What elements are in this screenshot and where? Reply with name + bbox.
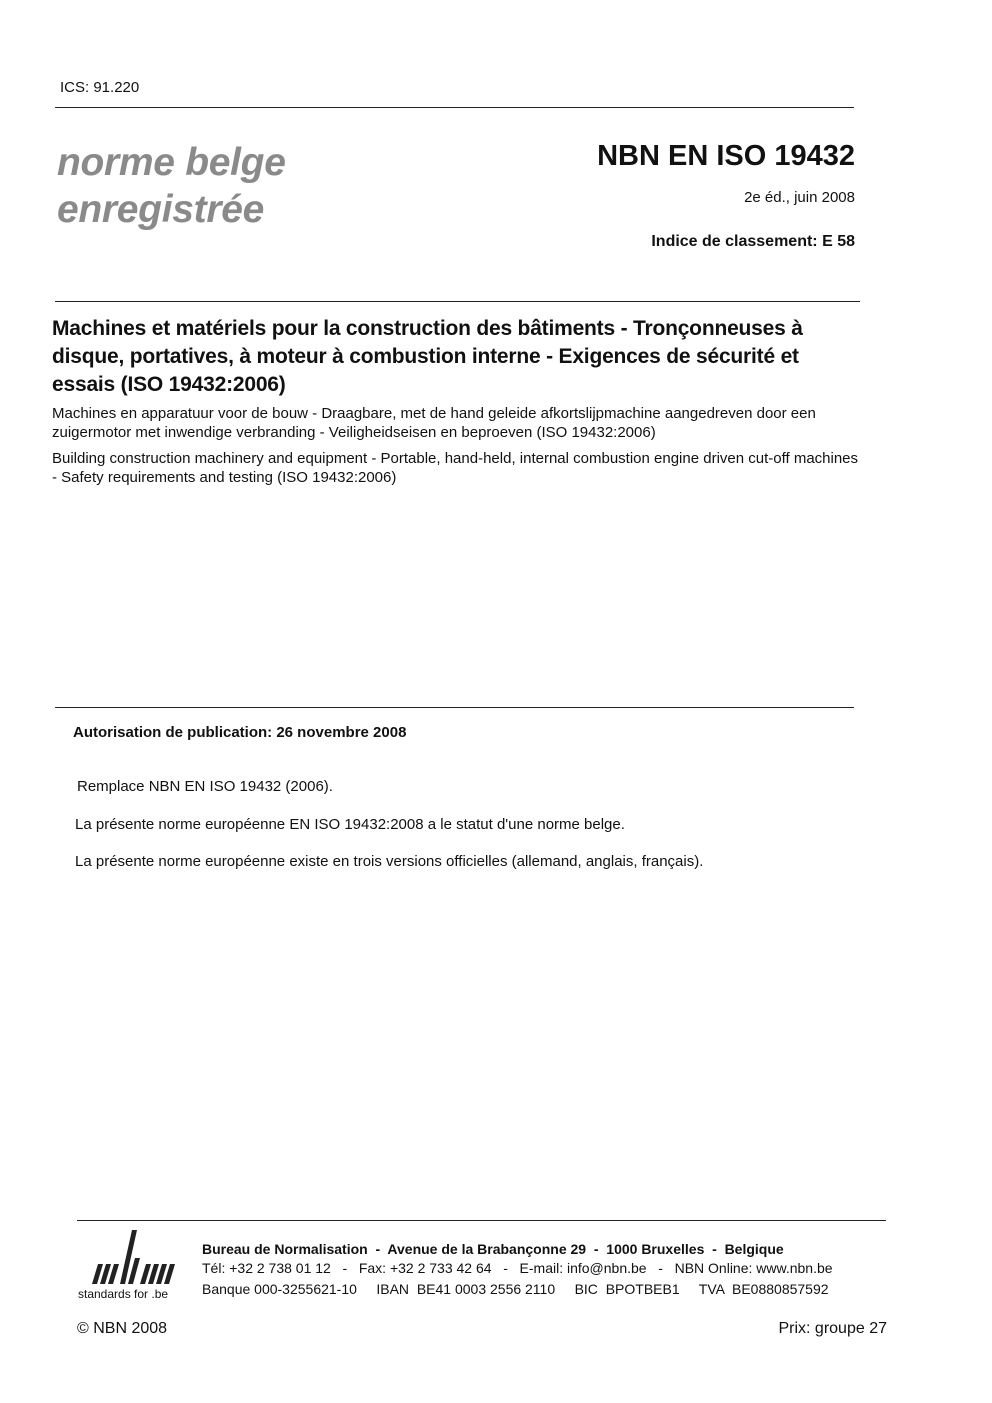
norm-label-line2: enregistrée — [57, 188, 264, 231]
title-dutch: Machines en apparatuur voor de bouw - Draagbare, met de hand geleide afkortslijpmachine aangedreven door een zuigermotor met inwendige verbranding - Veiligheidseisen en beproeven (ISO 19432:2006) — [52, 405, 816, 441]
classification-index: Indice de classement: E 58 — [651, 233, 855, 250]
publication-divider — [55, 707, 854, 708]
title-divider — [55, 301, 860, 302]
norm-label-line1: norme belge — [57, 141, 286, 184]
publication-authorisation: Autorisation de publication: 26 novembre 2008 — [73, 724, 407, 741]
top-divider — [55, 107, 854, 108]
bank-line: Banque 000-3255621-10 IBAN BE41 0003 2556 2110 BIC BPOTBEB1 TVA BE0880857592 — [202, 1281, 829, 1297]
copyright: © NBN 2008 — [77, 1320, 168, 1337]
contact-line: Tél: +32 2 738 01 12 - Fax: +32 2 733 42 64 - E-mail: info@nbn.be - NBN Online: www.nbn.be — [202, 1260, 833, 1276]
replaces-note: Remplace NBN EN ISO 19432 (2006). — [77, 778, 333, 795]
edition-date: 2e éd., juin 2008 — [744, 189, 855, 206]
standard-number: NBN EN ISO 19432 — [597, 140, 855, 172]
versions-note: La présente norme européenne existe en trois versions officielles (allemand, anglais, français). — [75, 853, 704, 870]
title-english: Building construction machinery and equipment - Portable, hand-held, internal combustion engine driven cut-off machines - Safety requirements and testing (ISO 19432:2006) — [52, 450, 859, 486]
footer-divider — [77, 1220, 886, 1221]
title-french: Machines et matériels pour la construction des bâtiments - Tronçonneuses à disque, portatives, à moteur à combustion interne - Exigences de sécurité et essais (ISO 19432:2006) — [52, 317, 803, 396]
bureau-address: Bureau de Normalisation - Avenue de la Brabançonne 29 - 1000 Bruxelles - Belgique — [202, 1241, 784, 1257]
ics-code: ICS: 91.220 — [60, 79, 140, 96]
status-note: La présente norme européenne EN ISO 19432:2008 a le statut d'une norme belge. — [75, 816, 625, 833]
price-group: Prix: groupe 27 — [778, 1320, 887, 1337]
logo-tagline: standards for .be — [78, 1287, 169, 1301]
